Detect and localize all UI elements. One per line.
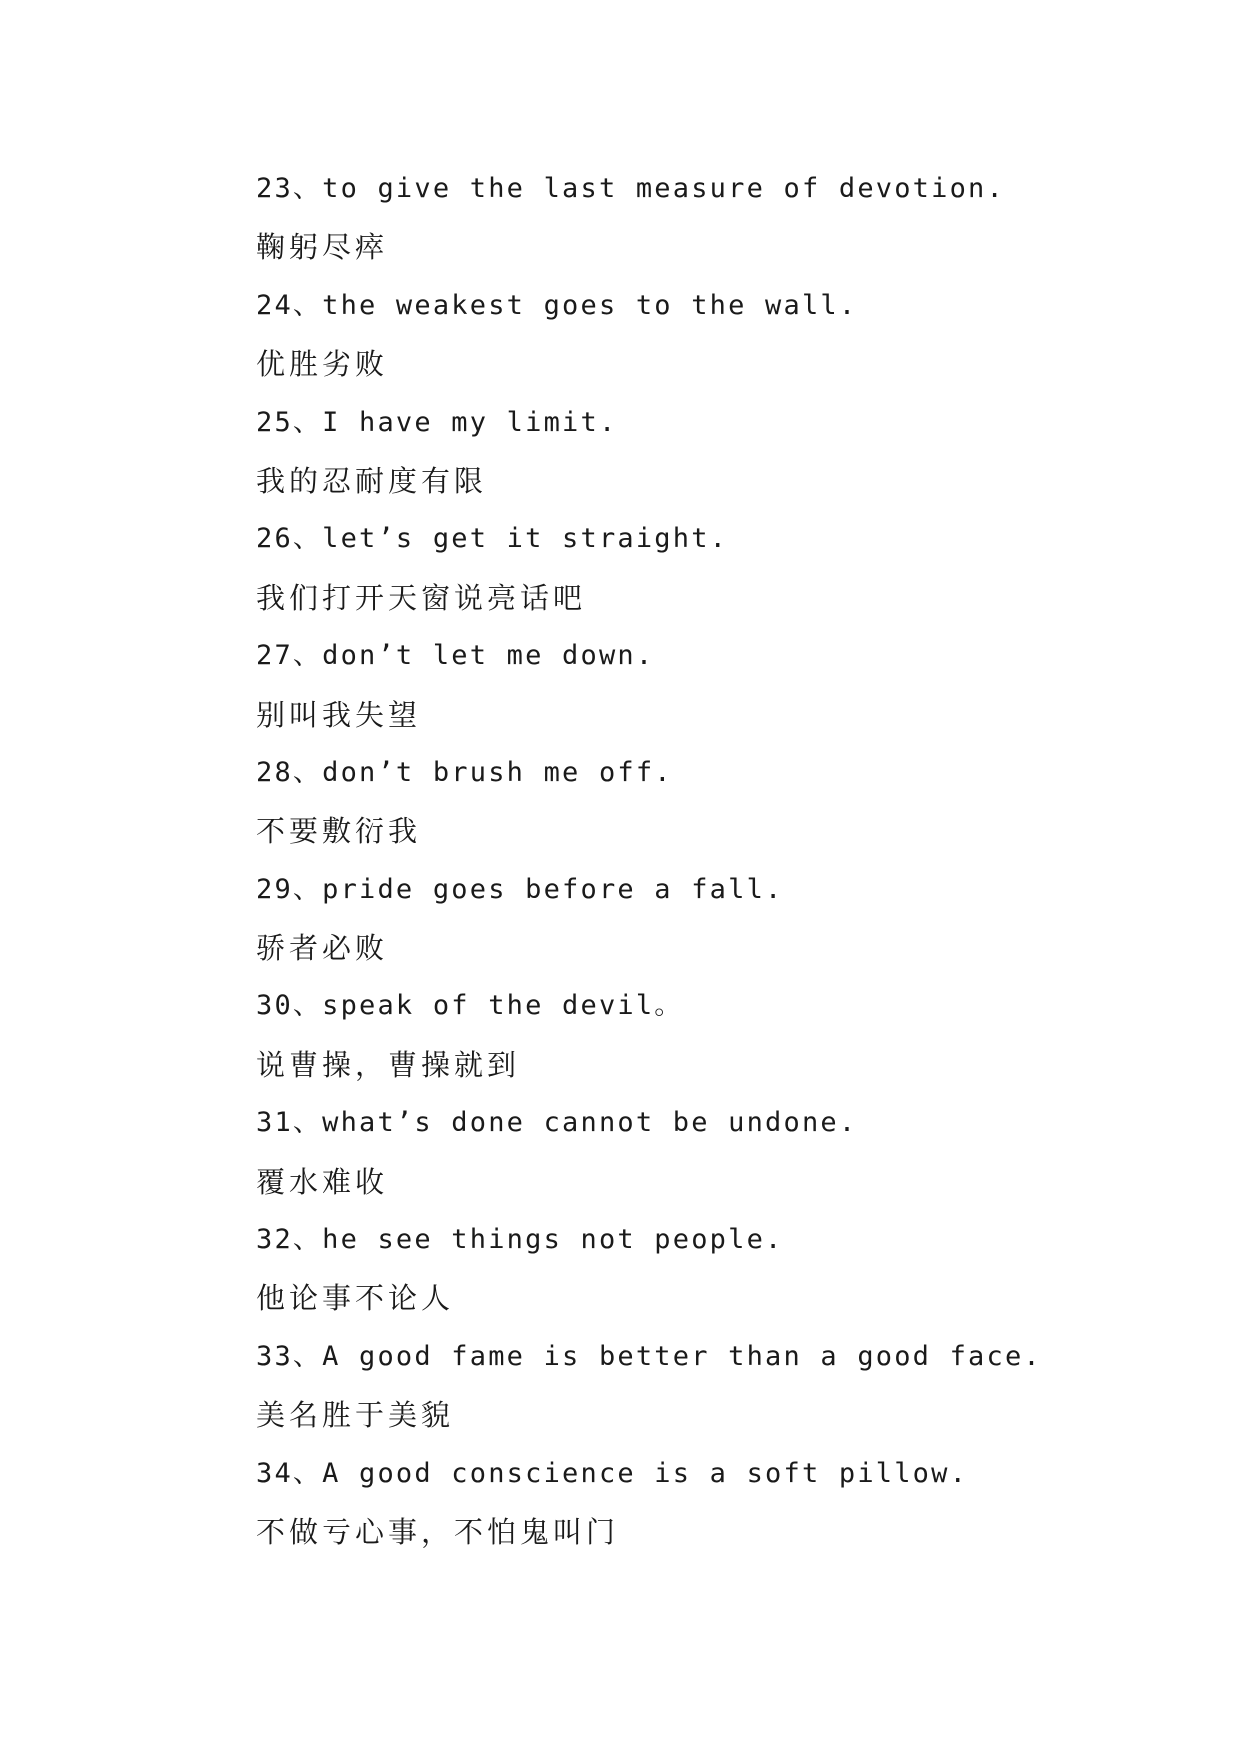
list-item [256,1328,1156,1445]
english-phrase: 32、he see things not people. [256,1224,784,1256]
list-item [256,1094,1156,1211]
chinese-translation: 鞠躬尽瘁 [256,230,389,265]
chinese-translation: 优胜劣败 [256,347,389,382]
english-phrase: 30、speak of the devil。 [256,990,684,1022]
english-phrase: 34、A good conscience is a soft pillow. [256,1457,969,1489]
chinese-translation: 不做亏心事，不怕鬼叫门 [256,1514,620,1549]
english-phrase: 29、pride goes before a fall. [256,873,784,905]
chinese-translation: 骄者必败 [256,931,389,966]
chinese-translation: 不要敷衍我 [256,814,422,849]
english-phrase: 31、what’s done cannot be undone. [256,1107,858,1139]
chinese-translation: 覆水难收 [256,1164,389,1199]
chinese-translation: 我们打开天窗说亮话吧 [256,580,587,615]
list-item [256,160,1156,277]
chinese-translation: 我的忍耐度有限 [256,463,488,498]
chinese-translation: 美名胜于美貌 [256,1398,455,1433]
list-item [256,1445,1156,1562]
english-phrase: 27、don’t let me down. [256,640,655,672]
list-item [256,977,1156,1094]
english-phrase: 23、to give the last measure of devotion. [256,173,1005,204]
list-item [256,861,1156,978]
english-phrase: 25、I have my limit. [256,406,618,438]
list-item [256,510,1156,627]
list-item [256,394,1156,511]
chinese-translation: 他论事不论人 [256,1281,455,1316]
list-item [256,1211,1156,1328]
english-phrase: 24、the weakest goes to the wall. [256,289,858,321]
list-item [256,277,1156,394]
english-phrase: 33、A good fame is better than a good face. [256,1340,1042,1372]
list-item [256,744,1156,861]
chinese-translation: 说曹操，曹操就到 [256,1047,521,1082]
chinese-translation: 别叫我失望 [256,697,422,732]
english-phrase: 28、don’t brush me off. [256,756,673,788]
idiom-list [256,160,1156,1561]
english-phrase: 26、let’s get it straight. [256,523,729,555]
list-item [256,627,1156,744]
